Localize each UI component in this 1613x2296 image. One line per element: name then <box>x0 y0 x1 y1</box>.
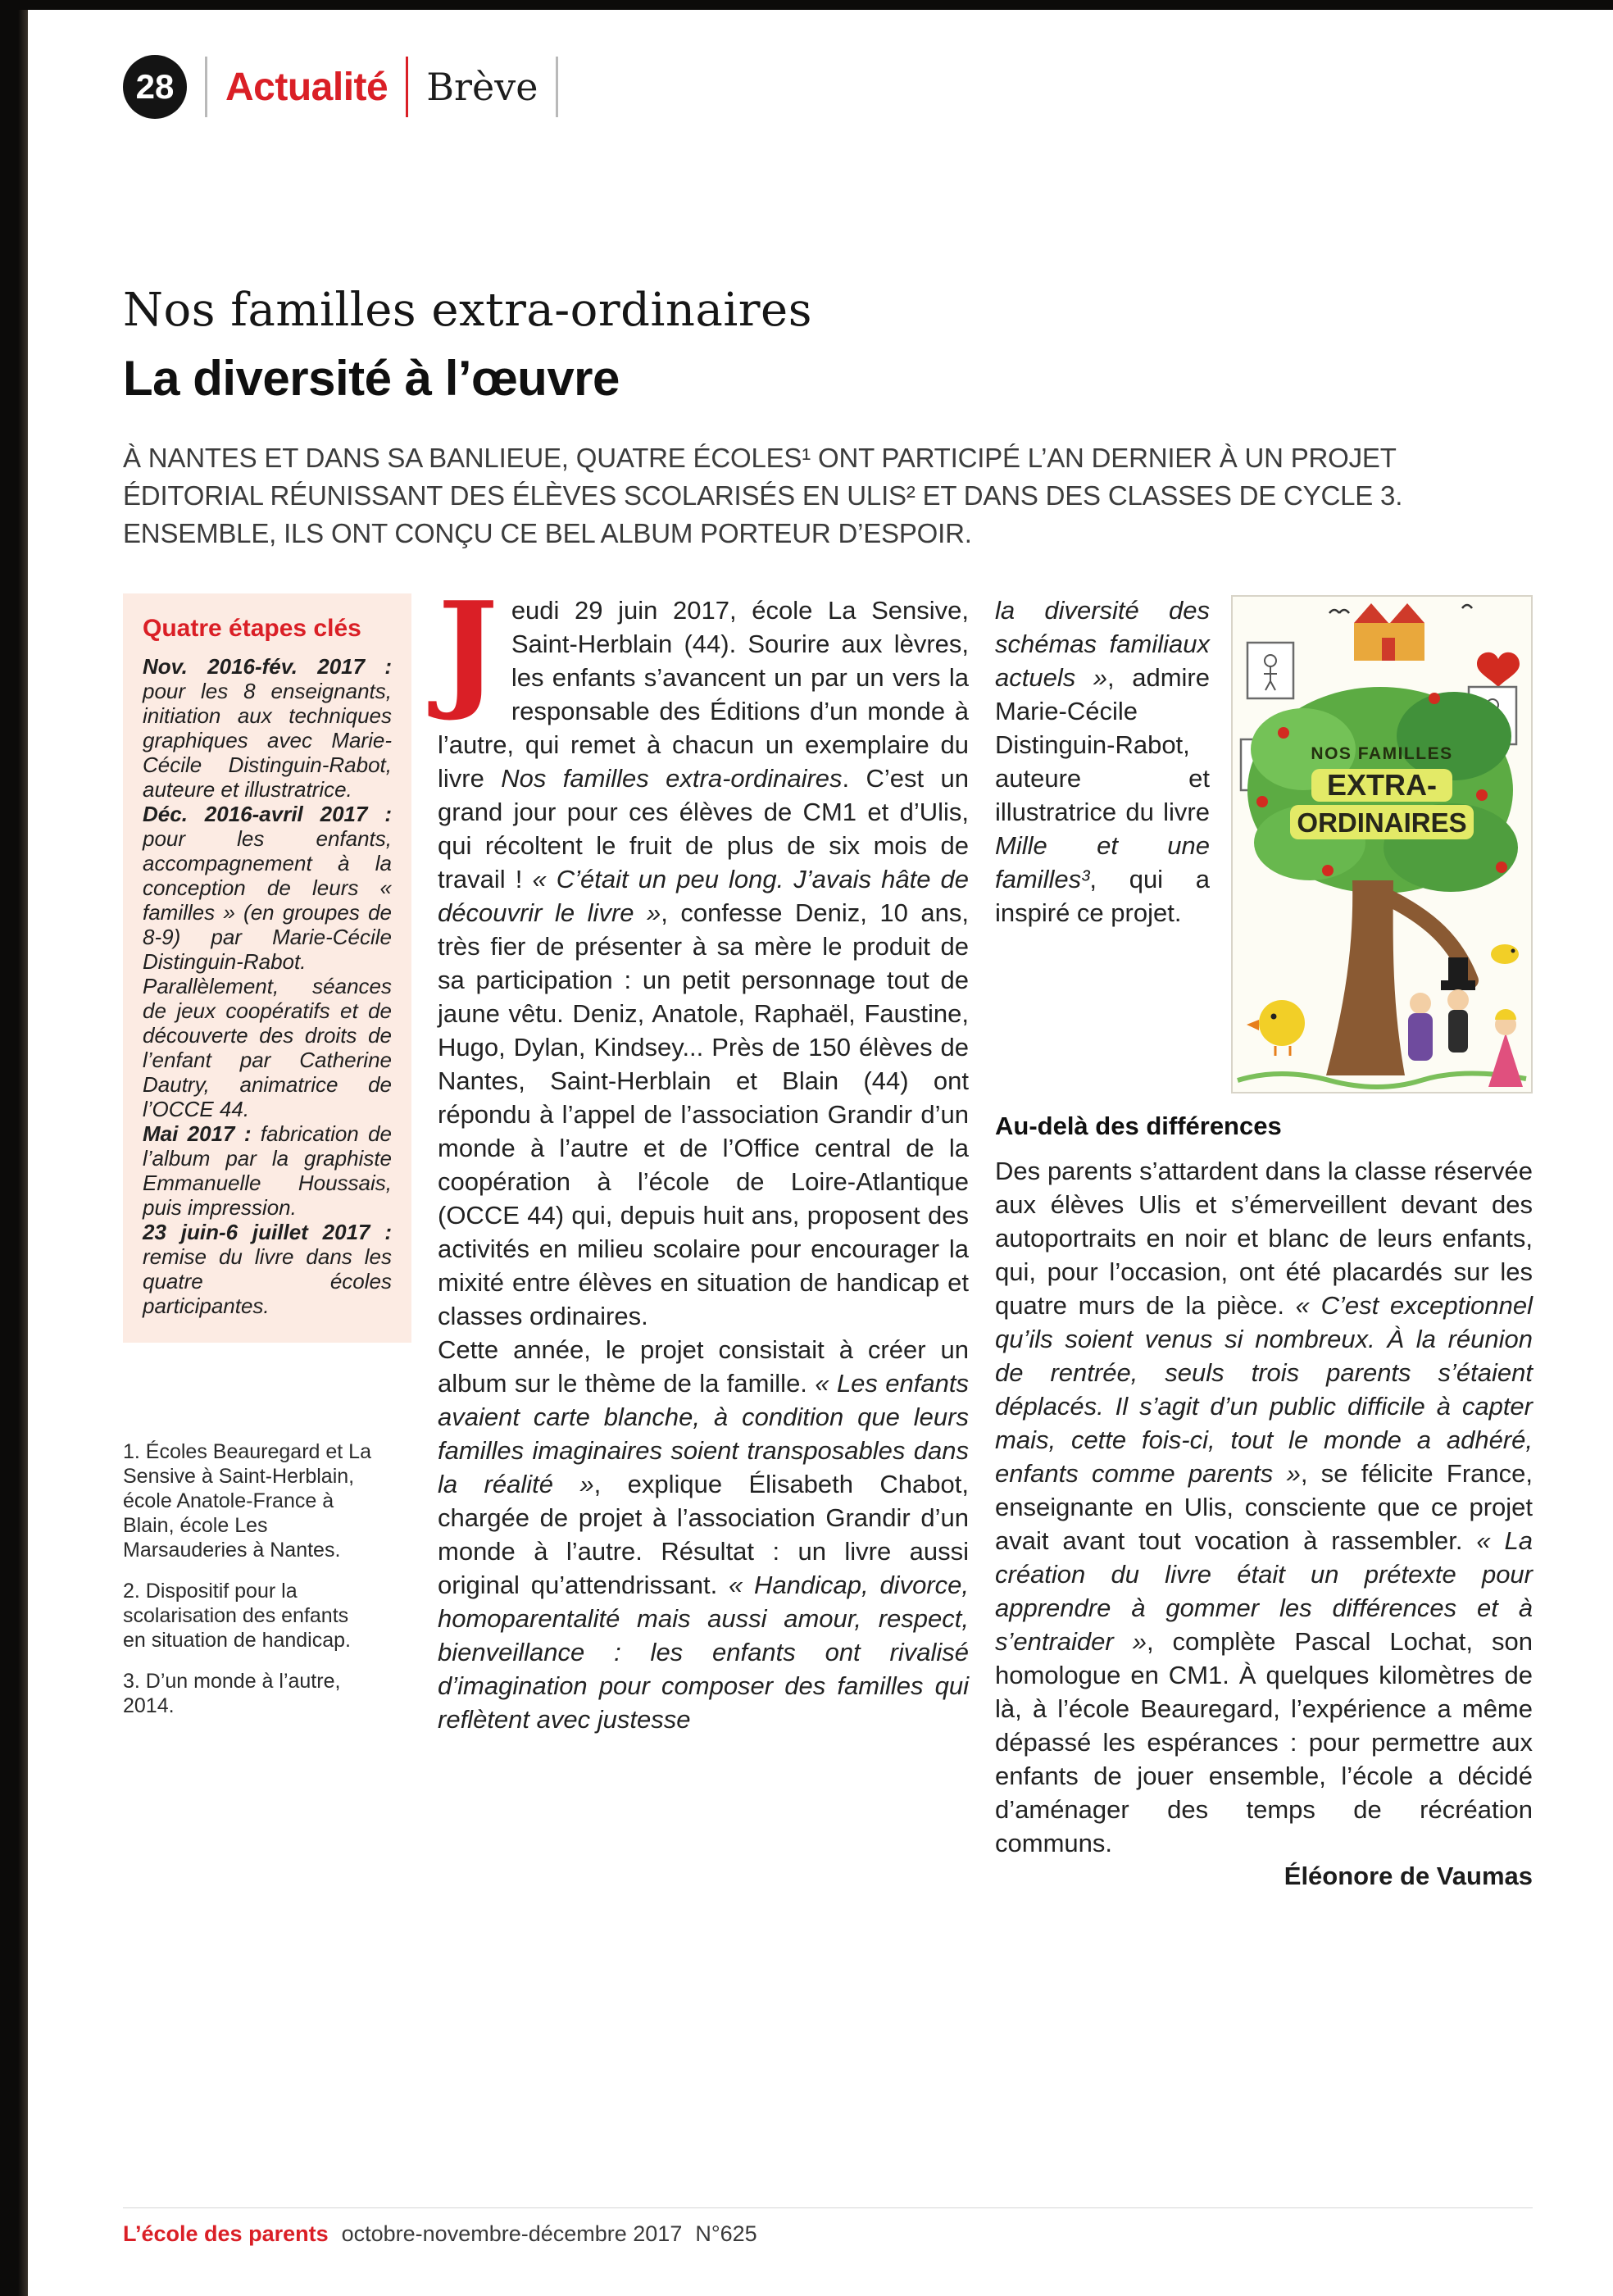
book-cover-art <box>1231 595 1533 1093</box>
page-number-badge <box>123 55 187 119</box>
framed-drawing <box>1247 643 1293 698</box>
scan-edge-top <box>0 0 1613 10</box>
key-step <box>143 1121 392 1220</box>
divider <box>556 57 558 117</box>
key-step <box>143 802 392 1121</box>
footnotes-block <box>123 1439 372 1718</box>
footnote: 2. Dispositif pour la scolarisation des enfants en situation de handicap. <box>123 1580 351 1652</box>
subheading: Au-delà des différences <box>995 1112 1282 1140</box>
headline-block <box>123 284 1533 552</box>
issue-date: octobre-novembre-décembre 2017 <box>341 2221 683 2246</box>
rubric-label: Brève <box>426 65 538 109</box>
step-text: fabrication de l’album par la graphiste Emmanuelle Houssais, puis impression. <box>143 1121 392 1220</box>
yellow-bird-eye <box>1511 949 1515 953</box>
step-date: Nov. 2016-fév. 2017 : <box>143 654 392 679</box>
section-label: Actualité <box>225 65 388 109</box>
paragraph-beside-cover: la diversité des schémas familiaux actuels », admire Marie-Cécile Distinguin-Rabot, auteure et illustratrice du livre Mille et une familles³, qui a inspiré ce projet. <box>995 596 1210 927</box>
article-title: La diversité à l’œuvre <box>123 351 620 406</box>
step-text: pour les enfants, accompagnement à la conception de leurs « familles » (en groupes de 8-9) par Marie-Cécile Distinguin-Rabot. Parallèlement, séances de jeux coopératifs et de découverte des droits de l’enfant par Catherine Dautry, animatrice de l’OCCE 44. <box>143 826 392 1121</box>
magazine-name: L’école des parents <box>123 2221 329 2246</box>
paragraph-text: eudi 29 juin 2017, école La Sensive, Saint-Herblain (44). Sourire aux lèvres, les enfants s’avancent un par un vers la responsable des Éditions d’un monde à l’autre, qui remet à chacun un exemplaire du livre Nos familles extra-ordinaires. C’est un grand jour pour ces élèves de CM1 et d’Ulis, qui récoltent le fruit de plus de six mois de travail ! « C’était un peu long. J’avais hâte de découvrir le livre », confesse Deniz, 10 ans, très fier de présenter à sa mère le produit de sa participation : un petit personnage tout de jaune vêtu. Deniz, Anatole, Raphaël, Faustine, Hugo, Dylan, Kindsey... Près de 150 élèves de Nantes, Saint-Herblain et Blain (44) ont répondu à l’appel de l’association Grandir d’un monde à l’autre et de l’Office central de la coopération à l’école de Loire-Atlantique (OCCE 44) qui, depuis huit ans, proposent des activités en milieu scolaire pour encourager la mixité entre élèves en situation de handicap et classes ordinaires. <box>438 596 969 1330</box>
standfirst: À NANTES ET DANS SA BANLIEUE, QUATRE ÉCOLES¹ ONT PARTICIPÉ L’AN DERNIER À UN PROJET ÉDITORIAL RÉUNISSANT DES ÉLÈVES SCOLARISÉS EN ULIS² ET DANS DES CLASSES DE CYCLE 3. ENSEMBLE, ILS ONT CONÇU CE BEL ALBUM PORTEUR D’ESPOIR. <box>123 443 1403 548</box>
step-date: 23 juin-6 juillet 2017 : <box>143 1220 392 1244</box>
book-cover-illustration <box>1231 595 1533 1093</box>
sidebar-column <box>123 593 411 1891</box>
page-footer <box>123 2207 1533 2247</box>
scan-edge-left <box>0 0 28 2296</box>
drop-cap: J <box>438 574 498 724</box>
divider <box>205 57 207 117</box>
key-step <box>143 1220 392 1318</box>
paragraph: Cette année, le projet consistait à créer un album sur le thème de la famille. « Les enfants avaient carte blanche, à condition que leurs familles imaginaires soient transposables dans la réalité », explique Élisabeth Chabot, chargée de projet à l’association Grandir d’un monde à l’autre. Résultat : un livre aussi original qu’attendrissant. « Handicap, divorce, homoparentalité mais aussi amour, respect, bienveillance : les enfants ont rivalisé d’imagination pour composer des familles qui reflètent avec justesse <box>438 1335 970 1734</box>
step-text: pour les 8 enseignants, initiation aux techniques graphiques avec Marie-Cécile Distinguin-Rabot, auteure et illustratrice. <box>143 679 392 802</box>
page-number: 28 <box>135 67 175 106</box>
key-step <box>143 654 392 802</box>
yellow-bird <box>1491 944 1519 964</box>
cover-title-bottom: ORDINAIRES <box>1297 807 1467 838</box>
step-text: remise du livre dans les quatre écoles participantes. <box>143 1244 392 1318</box>
footnote: 1. Écoles Beauregard et La Sensive à Saint-Herblain, école Anatole-France à Blain, école Les Marsauderies à Nantes. <box>123 1440 371 1562</box>
article-columns <box>123 574 1533 1891</box>
cover-title-top: NOS FAMILLES <box>1311 744 1453 763</box>
opening-paragraph <box>438 574 969 1333</box>
main-text-column <box>438 574 970 1891</box>
right-column <box>995 593 1533 1891</box>
divider-red <box>406 57 408 117</box>
cover-title-mid: EXTRA- <box>1327 768 1437 802</box>
key-steps-box <box>123 593 411 1343</box>
step-date: Déc. 2016-avril 2017 : <box>143 802 392 826</box>
issue-number: N°625 <box>695 2221 757 2246</box>
footnote: 3. D’un monde à l’autre, 2014. <box>123 1670 341 1717</box>
article-kicker: Nos familles extra-ordinaires <box>123 284 812 337</box>
paragraph: Des parents s’attardent dans la classe réservée aux élèves Ulis et s’émerveillent devant des autoportraits en noir et blanc de leurs enfants, qui, pour l’occasion, ont été placardés sur les quatre murs de la pièce. « C’est exceptionnel qu’ils soient venus si nombreux. À la réunion de rentrée, seuls trois parents s’étaient déplacés. Il s’agit d’un public difficile à capter mais, cette fois-ci, tout le monde a adhéré, enfants comme parents », se félicite France, enseignante en Ulis, consciente que ce projet avait avant tout vocation à rassembler. « La création du livre était un prétexte pour apprendre à gommer les différences et à s’entraider », complète Pascal Lochat, son homologue en CM1. À quelques kilomètres de là, à l’école Beauregard, l’expérience a même dépassé les espérances : pour permettre aux enfants de jouer ensemble, l’école a décidé d’aménager des temps de récréation communs. <box>995 1157 1533 1857</box>
key-steps-title: Quatre étapes clés <box>143 615 361 642</box>
page-header <box>123 52 1533 121</box>
step-date: Mai 2017 : <box>143 1121 252 1146</box>
byline: Éléonore de Vaumas <box>1284 1862 1533 1890</box>
purple-character <box>1408 993 1433 1061</box>
